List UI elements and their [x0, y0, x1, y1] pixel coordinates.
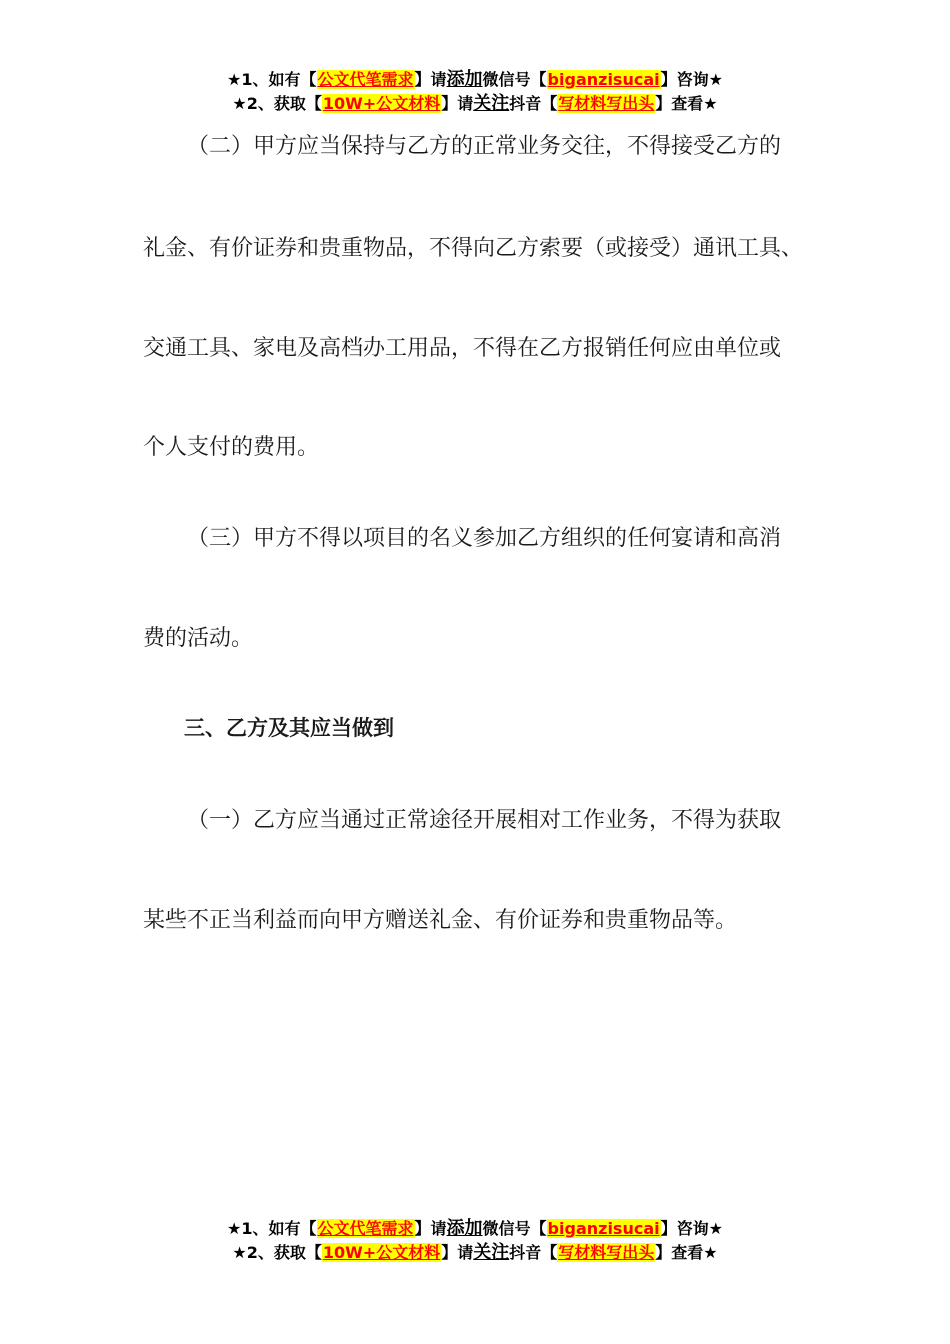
- banner-text: ★1、如有【: [227, 70, 317, 89]
- banner-emphasis: 关注: [473, 1242, 510, 1263]
- banner-line-1: [0, 1217, 950, 1241]
- banner-text: 抖音【: [509, 1243, 558, 1262]
- header-banner: [0, 68, 950, 116]
- banner-text: 微信号【: [482, 70, 547, 89]
- highlight-wechat-id: biganzisucai: [547, 70, 660, 89]
- highlight-service: 公文代笔需求: [317, 1219, 414, 1238]
- paragraph-line: （一）乙方应当通过正常途径开展相对工作业务，不得为获取: [187, 808, 782, 833]
- highlight-douyin-id: 写材料写出头: [558, 1243, 655, 1262]
- highlight-service: 公文代笔需求: [317, 70, 414, 89]
- banner-text: 】查看★: [655, 94, 718, 113]
- banner-line-1: [0, 68, 950, 92]
- banner-text: 】请: [414, 1219, 447, 1238]
- banner-line-2: [0, 1241, 950, 1265]
- banner-text: 】咨询★: [660, 1219, 723, 1238]
- paragraph-line: （三）甲方不得以项目的名义参加乙方组织的任何宴请和高消: [187, 526, 782, 551]
- banner-emphasis: 关注: [473, 93, 510, 114]
- banner-line-2: [0, 92, 950, 116]
- banner-text: 】请: [441, 94, 474, 113]
- banner-text: 微信号【: [482, 1219, 547, 1238]
- banner-emphasis: 添加: [446, 69, 483, 90]
- highlight-materials: 10W+公文材料: [322, 1243, 441, 1262]
- banner-text: ★1、如有【: [227, 1219, 317, 1238]
- highlight-wechat-id: biganzisucai: [547, 1219, 660, 1238]
- banner-emphasis: 添加: [446, 1218, 483, 1239]
- highlight-douyin-id: 写材料写出头: [558, 94, 655, 113]
- highlight-materials: 10W+公文材料: [322, 94, 441, 113]
- paragraph-line: 礼金、有价证券和贵重物品，不得向乙方索要（或接受）通讯工具、: [143, 236, 804, 261]
- paragraph-line: 某些不正当利益而向甲方赠送礼金、有价证券和贵重物品等。: [143, 908, 738, 933]
- paragraph-line: 费的活动。: [143, 626, 254, 651]
- footer-banner: [0, 1217, 950, 1265]
- banner-text: ★2、获取【: [232, 94, 322, 113]
- banner-text: 】咨询★: [660, 70, 723, 89]
- banner-text: 】请: [414, 70, 447, 89]
- paragraph-line: 交通工具、家电及高档办工用品，不得在乙方报销任何应由单位或: [143, 336, 782, 361]
- paragraph-line: （二）甲方应当保持与乙方的正常业务交往，不得接受乙方的: [187, 134, 782, 159]
- section-heading: 三、乙方及其应当做到: [184, 716, 394, 740]
- banner-text: 抖音【: [509, 94, 558, 113]
- paragraph-line: 个人支付的费用。: [143, 435, 320, 460]
- banner-text: 】查看★: [655, 1243, 718, 1262]
- banner-text: 】请: [441, 1243, 474, 1262]
- banner-text: ★2、获取【: [232, 1243, 322, 1262]
